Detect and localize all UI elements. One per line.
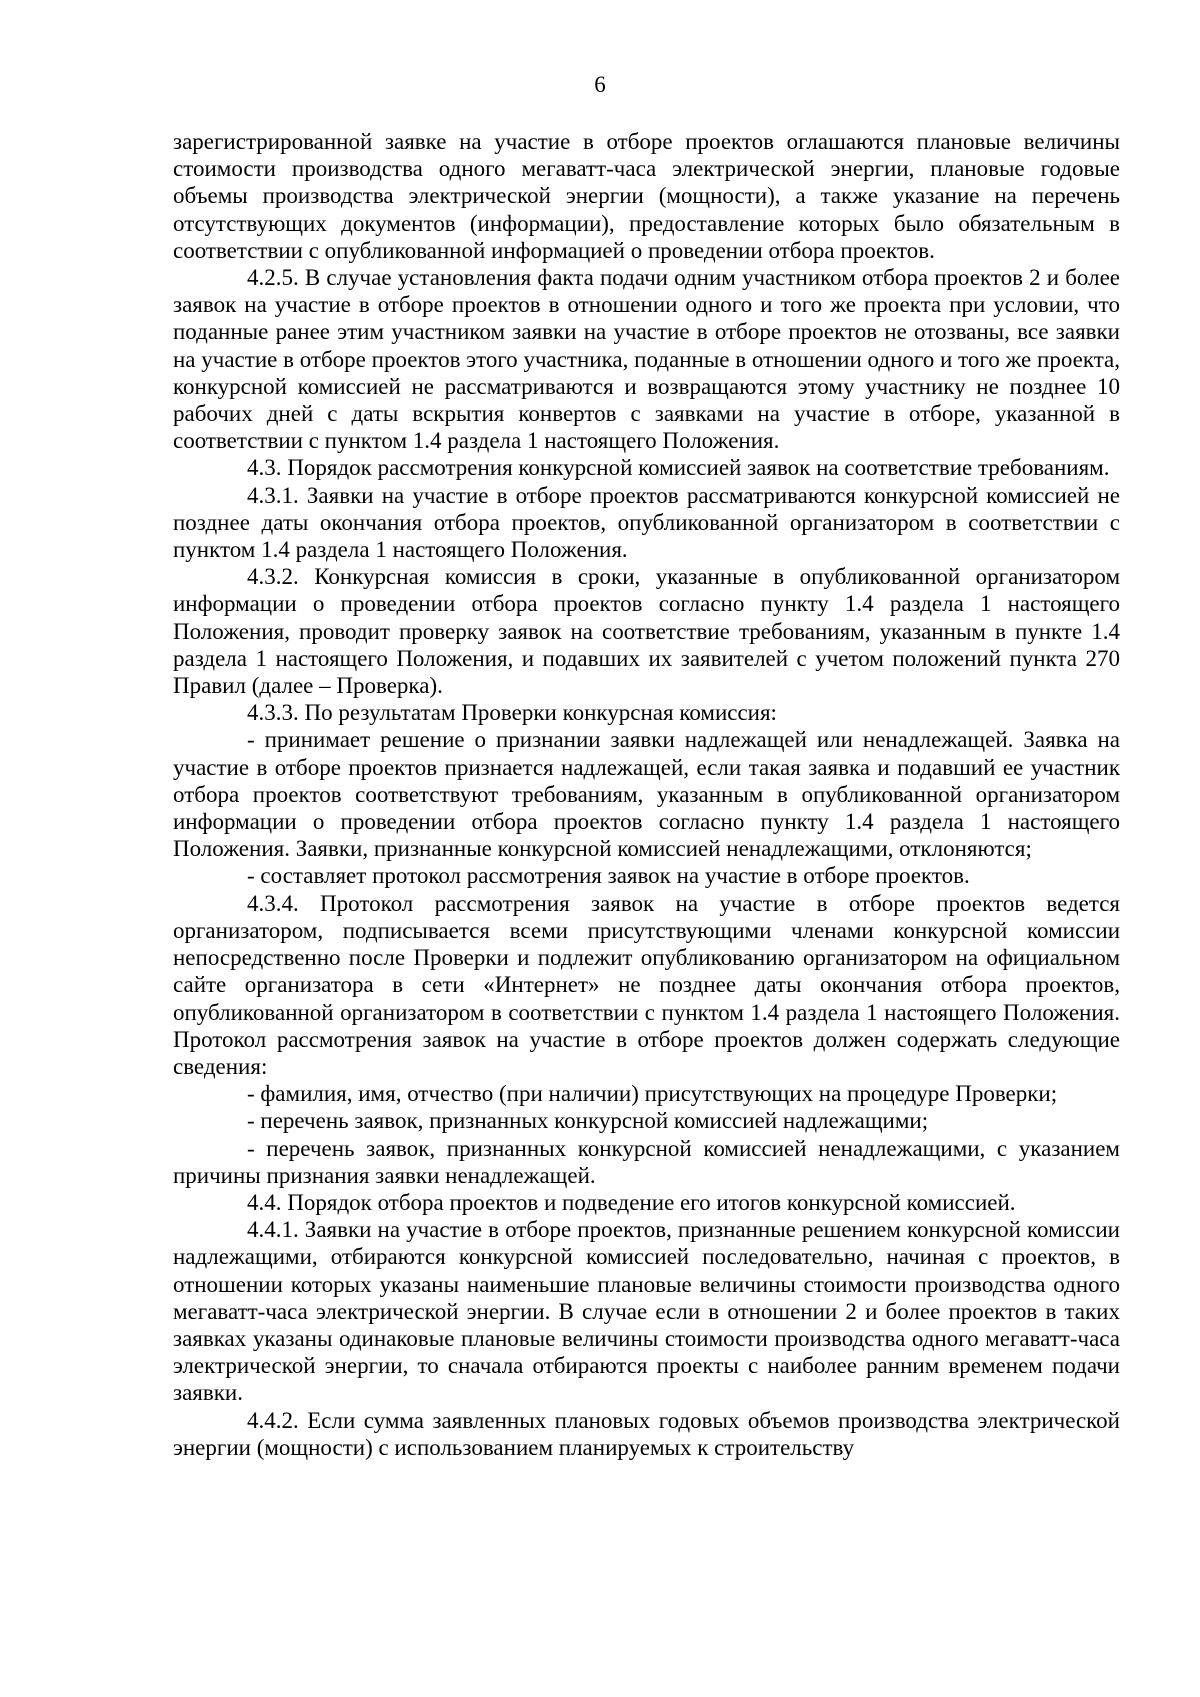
list-item-improper-applications: - перечень заявок, признанных конкурсной комиссией ненадлежащими, с указанием причины признания заявки ненадлежащей. — [173, 1135, 1120, 1188]
page-number: 6 — [594, 72, 606, 97]
list-item-attendees: - фамилия, имя, отчество (при наличии) присутствующих на процедуре Проверки; — [247, 1081, 1058, 1107]
paragraph-4-3-4: 4.3.4. Протокол рассмотрения заявок на участие в отборе проектов ведется организатором, подписывается всеми присутствующими членами конкурсной комиссии непосредственно после Проверки и подлежит опубликованию организатором на официальном сайте организатора в сети «Интернет» не позднее даты окончания отбора проектов, опубликованной организатором в соответствии с пунктом 1.4 раздела 1 настоящего Положения. Протокол рассмотрения заявок на участие в отборе проектов должен содержать следующие сведения: — [173, 890, 1120, 1079]
list-item-protocol: - составляет протокол рассмотрения заявок на участие в отборе проектов. — [247, 863, 970, 889]
paragraph-4-4-1: 4.4.1. Заявки на участие в отборе проектов, признанные решением конкурсной комиссии надлежащими, отбираются конкурсной комиссией последовательно, начиная с проектов, в отношении которых указаны наименьшие плановые величины стоимости производства одного мегаватт-часа электрической энергии. В случае если в отношении 2 и более проектов в таких заявках указаны одинаковые плановые величины стоимости производства одного мегаватт-часа электрической энергии, то сначала отбираются проекты с наиболее ранним временем подачи заявки. — [173, 1217, 1120, 1406]
list-item-decision: - принимает решение о признании заявки надлежащей или ненадлежащей. Заявка на участие в отборе проектов признается надлежащей, если такая заявка и подавший ее участник отбора проектов соответствуют требованиям, указанным в опубликованной организатором информации о проведении отбора проектов согласно пункту 1.4 раздела 1 настоящего Положения. Заявки, признанные конкурсной комиссией ненадлежащими, отклоняются; — [173, 727, 1120, 862]
paragraph-4-4-2: 4.4.2. Если сумма заявленных плановых годовых объемов производства электрической энергии (мощности) с использованием планируемых к строительству — [173, 1407, 1120, 1460]
paragraph-4-3: 4.3. Порядок рассмотрения конкурсной комиссией заявок на соответствие требованиям. — [247, 455, 1110, 481]
list-item-proper-applications: - перечень заявок, признанных конкурсной комиссией надлежащими; — [247, 1108, 929, 1134]
paragraph-4-3-2: 4.3.2. Конкурсная комиссия в сроки, указанные в опубликованной организатором информации о проведении отбора проектов согласно пункту 1.4 раздела 1 настоящего Положения, проводит проверку заявок на соответствие требованиям, указанным в пункте 1.4 раздела 1 настоящего Положения, и подавших их заявителей с учетом положений пункта 270 Правил (далее – Проверка). — [173, 564, 1120, 699]
paragraph-4-2-5: 4.2.5. В случае установления факта подачи одним участником отбора проектов 2 и более заявок на участие в отборе проектов в отношении одного и того же проекта при условии, что поданные ранее этим участником заявки на участие в отборе проектов не отозваны, все заявки на участие в отборе проектов этого участника, поданные в отношении одного и того же проекта, конкурсной комиссией не рассматриваются и возвращаются этому участнику не позднее 10 рабочих дней с даты вскрытия конвертов с заявками на участие в отборе, указанной в соответствии с пунктом 1.4 раздела 1 настоящего Положения. — [173, 265, 1120, 454]
paragraph-4-4: 4.4. Порядок отбора проектов и подведение его итогов конкурсной комиссией. — [247, 1189, 1016, 1215]
document-body — [173, 128, 1120, 1461]
paragraph-4-3-3: 4.3.3. По результатам Проверки конкурсная комиссия: — [247, 700, 777, 726]
paragraph-4-3-1: 4.3.1. Заявки на участие в отборе проектов рассматриваются конкурсной комиссией не позднее даты окончания отбора проектов, опубликованной организатором в соответствии с пунктом 1.4 раздела 1 настоящего Положения. — [173, 482, 1120, 563]
paragraph-continuation: зарегистрированной заявке на участие в отборе проектов оглашаются плановые величины стоимости производства одного мегаватт-часа электрической энергии, плановые годовые объемы производства электрической энергии (мощности), а также указание на перечень отсутствующих документов (информации), предоставление которых было обязательным в соответствии с опубликованной информацией о проведении отбора проектов. — [173, 129, 1120, 263]
